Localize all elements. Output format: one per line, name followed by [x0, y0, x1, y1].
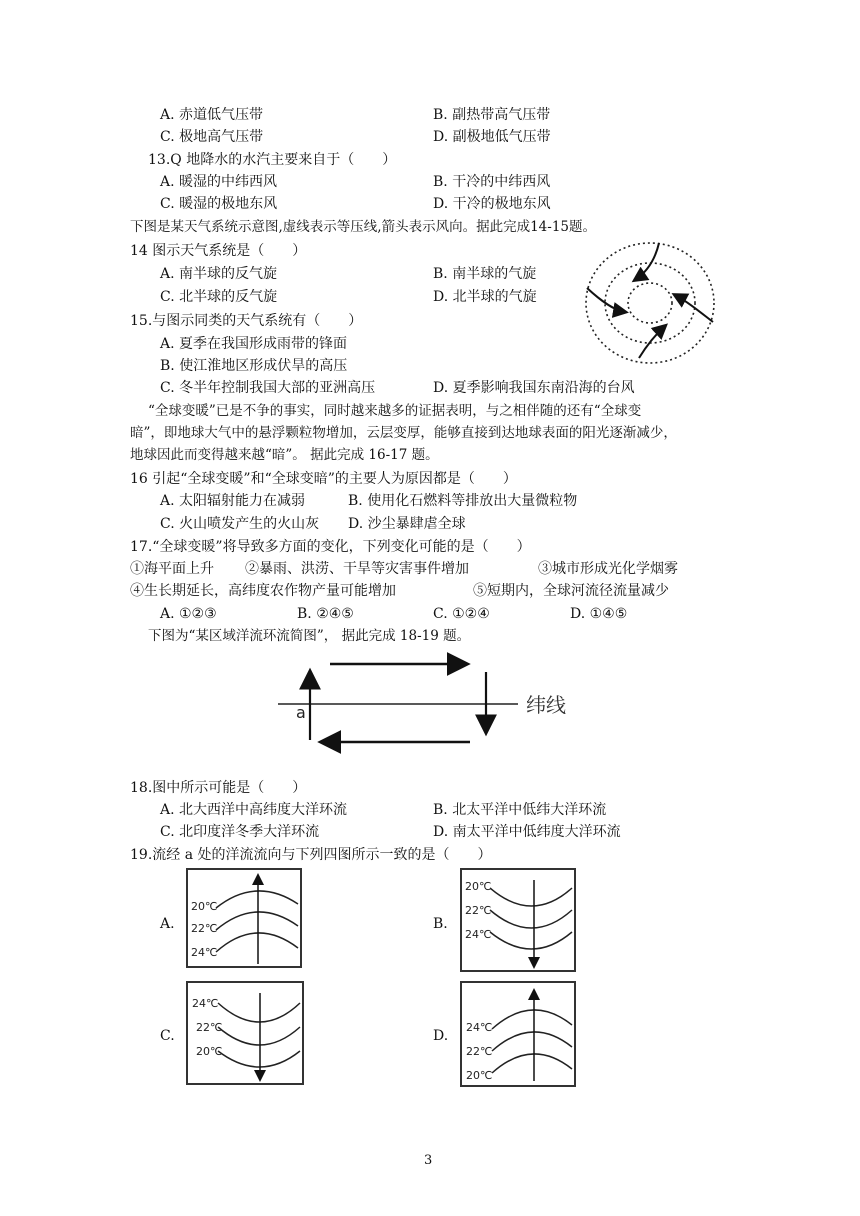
svg-text:24℃: 24℃: [191, 946, 218, 959]
q14-option-b: B. 南半球的气旋: [433, 266, 537, 282]
q15-stem: 15.与图示同类的天气系统有（ ）: [130, 313, 363, 329]
paragraph-line-2: 暗”，即地球大气中的悬浮颗粒物增加，云层变厚，能够直接到达地球表面的阳光逐渐减少，: [130, 425, 677, 441]
intro-18-19: 下图为“某区域洋流环流简图”， 据此完成 18-19 题。: [148, 628, 471, 644]
q17-item-1: ①海平面上升: [130, 561, 214, 577]
q16-option-a: A. 太阳辐射能力在减弱: [160, 493, 306, 509]
q12-option-d: D. 副极地低气压带: [433, 129, 551, 145]
q13-option-c: C. 暖湿的极地东风: [160, 196, 278, 212]
q17-option-a: A. ①②③: [160, 606, 217, 622]
q16-option-c: C. 火山喷发产生的火山灰: [160, 516, 320, 532]
q17-item-3: ③城市形成光化学烟雾: [538, 561, 678, 577]
q19-panel-c-label: C.: [160, 1028, 175, 1044]
svg-text:22℃: 22℃: [196, 1021, 223, 1034]
svg-text:22℃: 22℃: [191, 922, 218, 935]
svg-text:20℃: 20℃: [466, 1069, 493, 1082]
q13-option-a: A. 暖湿的中纬西风: [160, 174, 278, 190]
q13-option-d: D. 干冷的极地东风: [433, 196, 551, 212]
weather-system-figure: [585, 240, 720, 370]
q16-option-b: B. 使用化石燃料等排放出大量微粒物: [348, 493, 578, 509]
q12-option-c: C. 极地高气压带: [160, 129, 264, 145]
q19-panel-a: [186, 868, 302, 968]
svg-text:20℃: 20℃: [465, 880, 492, 893]
q15-option-c: C. 冬半年控制我国大部的亚洲高压: [160, 380, 376, 396]
q19-stem: 19.流经 a 处的洋流流向与下列四图所示一致的是（ ）: [130, 847, 492, 863]
latitude-label: 纬线: [526, 693, 566, 717]
svg-text:20℃: 20℃: [196, 1045, 223, 1058]
q16-option-d: D. 沙尘暴肆虐全球: [348, 516, 466, 532]
q17-item-2: ②暴雨、洪涝、干旱等灾害事件增加: [245, 561, 469, 577]
q13-option-b: B. 干冷的中纬西风: [433, 174, 551, 190]
svg-text:20℃: 20℃: [191, 900, 218, 913]
q15-option-b: B. 使江淮地区形成伏旱的高压: [160, 358, 348, 374]
q18-option-b: B. 北太平洋中低纬大洋环流: [433, 802, 607, 818]
intro-14-15: 下图是某天气系统示意图,虚线表示等压线,箭头表示风向。据此完成14-15题。: [130, 219, 596, 235]
q18-option-d: D. 南太平洋中低纬度大洋环流: [433, 824, 621, 840]
q14-option-c: C. 北半球的反气旋: [160, 289, 278, 305]
q19-panel-b: [460, 868, 576, 972]
q17-option-c: C. ①②④: [433, 606, 490, 622]
q15-option-d: D. 夏季影响我国东南沿海的台风: [433, 380, 635, 396]
page-number: 3: [424, 1153, 433, 1168]
q15-option-a: A. 夏季在我国形成雨带的锋面: [160, 336, 348, 352]
svg-text:24℃: 24℃: [192, 997, 219, 1010]
paragraph-line-1: “全球变暖”已是不争的事实，同时越来越多的证据表明，与之相伴随的还有“全球变: [148, 403, 642, 419]
q12-option-b: B. 副热带高气压带: [433, 107, 551, 123]
q18-stem: 18.图中所示可能是（ ）: [130, 780, 307, 796]
svg-text:24℃: 24℃: [466, 1021, 493, 1034]
q17-option-b: B. ②④⑤: [297, 606, 354, 622]
svg-text:24℃: 24℃: [465, 928, 492, 941]
q17-option-d: D. ①④⑤: [570, 606, 628, 622]
q14-option-d: D. 北半球的气旋: [433, 289, 537, 305]
q12-option-a: A. 赤道低气压带: [160, 107, 264, 123]
q19-panel-c: [186, 981, 304, 1085]
q18-option-a: A. 北大西洋中高纬度大洋环流: [160, 802, 348, 818]
ocean-current-figure: [270, 650, 590, 760]
paragraph-line-3: 地球因此而变得越来越“暗”。 据此完成 16-17 题。: [130, 447, 439, 463]
q19-panel-b-label: B.: [433, 916, 448, 932]
q19-panel-a-label: A.: [160, 916, 175, 932]
q14-option-a: A. 南半球的反气旋: [160, 266, 278, 282]
point-a-label: a: [296, 703, 306, 722]
q13-stem: 13.Q 地降水的水汽主要来自于（ ）: [148, 152, 397, 168]
q19-panel-d-label: D.: [433, 1028, 449, 1044]
q14-stem: 14 图示天气系统是（ ）: [130, 243, 307, 259]
svg-text:22℃: 22℃: [465, 904, 492, 917]
q18-option-c: C. 北印度洋冬季大洋环流: [160, 824, 320, 840]
q17-item-4: ④生长期延长，高纬度农作物产量可能增加: [130, 583, 396, 599]
q17-stem: 17.“全球变暖”将导致多方面的变化，下列变化可能的是（ ）: [130, 539, 531, 555]
q17-item-5: ⑤短期内，全球河流径流量减少: [473, 583, 669, 599]
q16-stem: 16 引起“全球变暖”和“全球变暗”的主要人为原因都是（ ）: [130, 471, 517, 487]
svg-text:22℃: 22℃: [466, 1045, 493, 1058]
q19-panel-d: [460, 981, 576, 1087]
